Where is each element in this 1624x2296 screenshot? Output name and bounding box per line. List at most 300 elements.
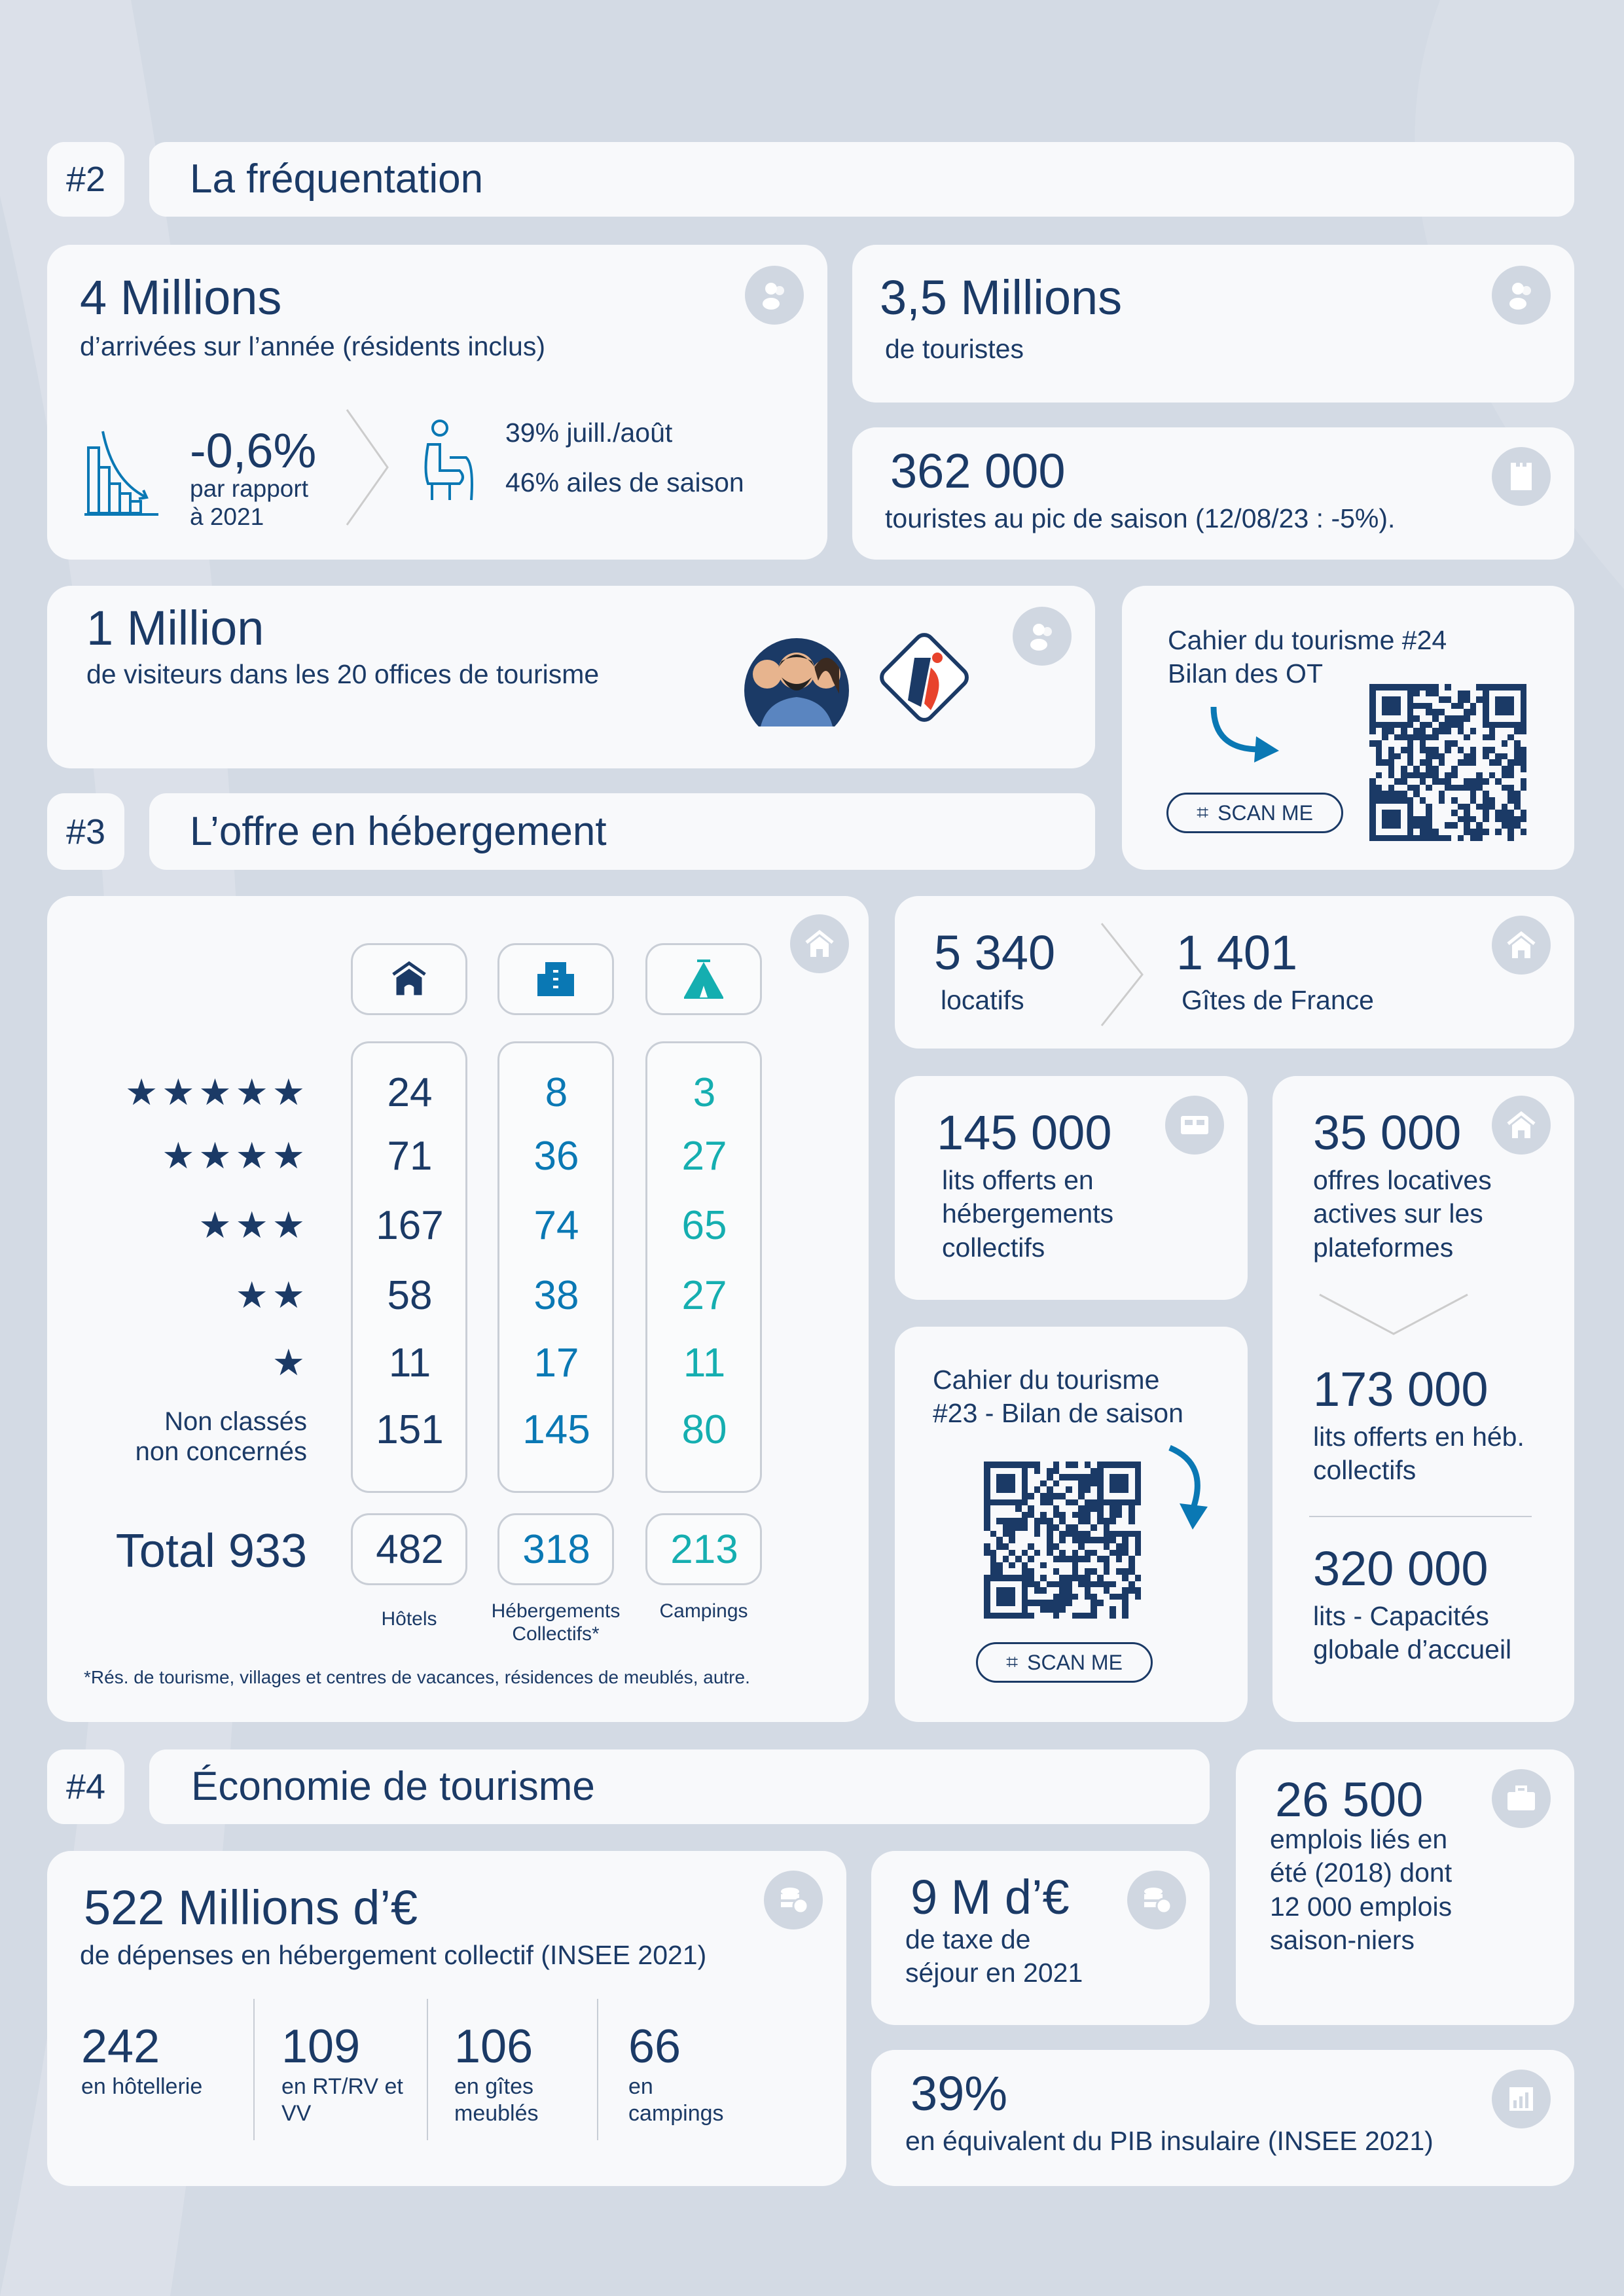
- qr-module: [1413, 753, 1420, 760]
- qr-module: [1135, 1480, 1142, 1487]
- qr-module: [1085, 1480, 1091, 1487]
- qr-module: [1401, 816, 1407, 823]
- qr-module: [1432, 709, 1439, 715]
- qr-module: [1091, 1531, 1097, 1537]
- qr-module: [1015, 1531, 1022, 1537]
- qr-module: [1507, 684, 1514, 691]
- section-title: L’offre en hébergement: [190, 808, 607, 854]
- qr-module: [1407, 822, 1414, 829]
- qr-module: [1502, 703, 1508, 709]
- qr-module: [1420, 696, 1426, 703]
- qr-module: [1495, 684, 1502, 691]
- qr-module: [1097, 1606, 1104, 1613]
- qr-module: [1003, 1606, 1009, 1613]
- qr-module: [1135, 1613, 1142, 1619]
- qr-module: [1451, 696, 1458, 703]
- qr-module: [1445, 835, 1451, 842]
- qr-module: [1495, 703, 1502, 709]
- qr-module: [1483, 804, 1489, 810]
- qr-module: [1432, 759, 1439, 766]
- qr-module: [1066, 1568, 1072, 1575]
- qr-module: [1053, 1537, 1060, 1543]
- qr-module: [1470, 835, 1477, 842]
- spending-item-label: en hôtellerie: [81, 2074, 203, 2099]
- qr-module: [1413, 791, 1420, 797]
- qr-module: [1128, 1531, 1135, 1537]
- qr-module: [1369, 766, 1376, 772]
- qr-module: [1072, 1600, 1079, 1606]
- qr-module: [1388, 791, 1395, 797]
- qr-module: [1009, 1524, 1015, 1531]
- qr-module: [1458, 684, 1464, 691]
- qr-module: [996, 1462, 1003, 1468]
- scan-label: SCAN ME: [1218, 800, 1313, 825]
- qr-module: [1388, 759, 1395, 766]
- qr-module: [1407, 797, 1414, 804]
- qr-module: [1091, 1587, 1097, 1594]
- qr-module: [1097, 1581, 1104, 1588]
- qr-module: [1078, 1468, 1085, 1475]
- qr-module: [990, 1543, 997, 1550]
- qr-module: [1104, 1474, 1110, 1480]
- collectifs-unclassified: 145: [522, 1407, 590, 1452]
- qr-module: [1445, 822, 1451, 829]
- campings-count: 65: [681, 1203, 727, 1248]
- qr-module: [1489, 797, 1496, 804]
- hotels-count: 24: [387, 1070, 433, 1115]
- qr-module: [984, 1613, 990, 1619]
- qr-module: [1420, 791, 1426, 797]
- qr-module: [1495, 791, 1502, 797]
- qr-module: [1028, 1550, 1034, 1556]
- rentals-label: locatifs: [941, 985, 1024, 1015]
- qr-module: [1034, 1531, 1041, 1537]
- collectifs-count: 36: [533, 1134, 579, 1179]
- qr-module: [1507, 747, 1514, 753]
- qr-module: [1091, 1505, 1097, 1512]
- qr-module: [996, 1518, 1003, 1524]
- qr-module: [1420, 778, 1426, 785]
- qr-module: [1110, 1505, 1116, 1512]
- qr-module: [1407, 804, 1414, 810]
- qr-module: [1413, 797, 1420, 804]
- qr-module: [1521, 753, 1527, 760]
- qr-module: [1483, 696, 1489, 703]
- qr-module: [1003, 1480, 1009, 1487]
- qr-module: [1047, 1512, 1053, 1518]
- qr-module: [1047, 1480, 1053, 1487]
- qr-module: [1072, 1505, 1079, 1512]
- qr-module: [1110, 1587, 1116, 1594]
- qr-module: [1439, 740, 1445, 747]
- qr-module: [1369, 772, 1376, 779]
- qr-module: [1413, 722, 1420, 728]
- qr-module: [1110, 1531, 1116, 1537]
- qr-module: [1097, 1543, 1104, 1550]
- qr-module: [1085, 1524, 1091, 1531]
- qr-module: [996, 1575, 1003, 1581]
- qr-module: [1507, 691, 1514, 697]
- qr-module: [1439, 772, 1445, 779]
- qr-module: [1053, 1568, 1060, 1575]
- qr-module: [1476, 722, 1483, 728]
- hotels-unclassified: 151: [376, 1407, 444, 1452]
- qr-module: [984, 1524, 990, 1531]
- qr-module: [1401, 691, 1407, 697]
- qr-module: [1097, 1468, 1104, 1475]
- qr-module: [1464, 766, 1470, 772]
- qr-module: [1407, 747, 1414, 753]
- qr-module: [1514, 696, 1521, 703]
- qr-module: [996, 1505, 1003, 1512]
- qr-module: [1059, 1480, 1066, 1487]
- qr-module: [1066, 1600, 1072, 1606]
- qr-module: [1394, 785, 1401, 791]
- scan-me-button[interactable]: [976, 1642, 1153, 1683]
- qr-module: [1047, 1474, 1053, 1480]
- qr-module: [1502, 785, 1508, 791]
- qr-module: [984, 1480, 990, 1487]
- qr-module: [1394, 797, 1401, 804]
- qr-code-cahier24[interactable]: [1369, 684, 1526, 841]
- qr-module: [1059, 1531, 1066, 1537]
- qr-module: [1394, 691, 1401, 697]
- qr-module: [1413, 747, 1420, 753]
- qr-module: [1040, 1499, 1047, 1506]
- qr-module: [1053, 1505, 1060, 1512]
- qr-module: [1116, 1581, 1123, 1588]
- qr-module: [1116, 1518, 1123, 1524]
- qr-module: [1420, 728, 1426, 734]
- qr-module: [1502, 715, 1508, 722]
- qr-module: [1028, 1468, 1034, 1475]
- qr-module: [1128, 1499, 1135, 1506]
- rentals-card: [895, 896, 1574, 1049]
- qr-module: [1388, 684, 1395, 691]
- qr-module: [1514, 753, 1521, 760]
- qr-module: [1401, 696, 1407, 703]
- qr-module: [1015, 1499, 1022, 1506]
- qr-module: [1483, 715, 1489, 722]
- qr-module: [1053, 1499, 1060, 1506]
- qr-module: [1128, 1613, 1135, 1619]
- qr-module: [1078, 1524, 1085, 1531]
- beds-label: lits offerts en héb. collectifs: [1313, 1422, 1525, 1486]
- qr-module: [1439, 797, 1445, 804]
- qr-module: [1451, 759, 1458, 766]
- qr-module: [1104, 1499, 1110, 1506]
- qr-module: [1015, 1474, 1022, 1480]
- qr-module: [1426, 816, 1432, 823]
- qr-module: [1135, 1594, 1142, 1600]
- qr-module: [1009, 1581, 1015, 1588]
- qr-module: [1514, 804, 1521, 810]
- qr-module: [1464, 810, 1470, 816]
- qr-module: [1104, 1600, 1110, 1606]
- qr-module: [1489, 759, 1496, 766]
- qr-module: [1470, 691, 1477, 697]
- qr-module: [1451, 691, 1458, 697]
- qr-module: [1502, 684, 1508, 691]
- section-title-economie: [149, 1749, 1210, 1824]
- gdp-value: 39%: [911, 2066, 1008, 2121]
- qr-module: [1521, 816, 1527, 823]
- qr-module: [1122, 1486, 1128, 1493]
- qr-module: [1502, 791, 1508, 797]
- scan-icon: ⌗: [1197, 800, 1209, 824]
- qr-module: [1015, 1600, 1022, 1606]
- qr-module: [1053, 1600, 1060, 1606]
- qr-module: [1407, 816, 1414, 823]
- section-number: #4: [65, 1767, 106, 1806]
- qr-module: [1066, 1581, 1072, 1588]
- qr-module: [1376, 791, 1382, 797]
- qr-module: [1009, 1550, 1015, 1556]
- qr-module: [1135, 1518, 1142, 1524]
- qr-module: [1078, 1493, 1085, 1499]
- qr-module: [1514, 691, 1521, 697]
- qr-module: [1394, 766, 1401, 772]
- qr-module: [1003, 1587, 1009, 1594]
- qr-module: [1489, 810, 1496, 816]
- qr-module: [1116, 1537, 1123, 1543]
- scan-me-button[interactable]: [1166, 793, 1343, 833]
- campings-unclassified: 80: [681, 1407, 727, 1452]
- qr-module: [1483, 759, 1489, 766]
- qr-module: [1470, 816, 1477, 823]
- qr-module: [1382, 835, 1388, 842]
- change-label: [190, 475, 340, 531]
- qr-module: [1015, 1537, 1022, 1543]
- qr-module: [1401, 722, 1407, 728]
- qr-module: [1451, 703, 1458, 709]
- qr-module: [1022, 1531, 1028, 1537]
- qr-module: [1432, 816, 1439, 823]
- qr-module: [1091, 1462, 1097, 1468]
- qr-module: [1495, 747, 1502, 753]
- scan-icon: ⌗: [1006, 1650, 1019, 1674]
- qr-module: [1091, 1474, 1097, 1480]
- qr-module: [1426, 810, 1432, 816]
- qr-module: [1003, 1543, 1009, 1550]
- qr-module: [1521, 747, 1527, 753]
- qr-module: [1059, 1505, 1066, 1512]
- qr-module: [1413, 810, 1420, 816]
- qr-module: [1085, 1474, 1091, 1480]
- qr-module: [1091, 1613, 1097, 1619]
- qr-module: [1104, 1581, 1110, 1588]
- qr-module: [1470, 822, 1477, 829]
- qr-module: [1382, 829, 1388, 835]
- qr-module: [1128, 1468, 1135, 1475]
- qr-module: [1507, 797, 1514, 804]
- qr-module: [1507, 753, 1514, 760]
- qr-module: [1015, 1556, 1022, 1562]
- qr-module: [1495, 691, 1502, 697]
- qr-module: [1122, 1531, 1128, 1537]
- qr-module: [1104, 1594, 1110, 1600]
- spending-card: [47, 1851, 846, 2186]
- qr-module: [1426, 709, 1432, 715]
- qr-module: [1407, 791, 1414, 797]
- qr-module: [1483, 740, 1489, 747]
- qr-module: [1078, 1568, 1085, 1575]
- qr-module: [1401, 703, 1407, 709]
- qr-module: [1015, 1505, 1022, 1512]
- qr-module: [1078, 1499, 1085, 1506]
- qr-module: [1458, 822, 1464, 829]
- qr-module: [1426, 766, 1432, 772]
- qr-module: [1432, 766, 1439, 772]
- visitors-card: [47, 586, 1095, 768]
- qr-module: [1085, 1594, 1091, 1600]
- qr-module: [1413, 691, 1420, 697]
- qr-module: [1009, 1499, 1015, 1506]
- qr-module: [1376, 835, 1382, 842]
- qr-module: [1028, 1524, 1034, 1531]
- qr-code-cahier23[interactable]: [984, 1462, 1141, 1619]
- qr-module: [1507, 759, 1514, 766]
- qr-module: [1451, 778, 1458, 785]
- qr-module: [1097, 1550, 1104, 1556]
- star-rating: ★★★★: [162, 1135, 309, 1176]
- qr-module: [1489, 785, 1496, 791]
- qr-module: [1122, 1587, 1128, 1594]
- qr-module: [1116, 1468, 1123, 1475]
- qr-module: [1091, 1493, 1097, 1499]
- qr-module: [1022, 1486, 1028, 1493]
- qr-module: [1445, 766, 1451, 772]
- qr-module: [1104, 1562, 1110, 1569]
- peak-label: touristes au pic de saison (12/08/23 : -5%).: [885, 503, 1396, 533]
- cahier24-title: [1168, 624, 1534, 691]
- qr-module: [1394, 791, 1401, 797]
- qr-module: [1085, 1499, 1091, 1506]
- qr-module: [1028, 1594, 1034, 1600]
- qr-module: [1432, 822, 1439, 829]
- qr-module: [1116, 1550, 1123, 1556]
- qr-module: [1507, 791, 1514, 797]
- qr-module: [1072, 1556, 1079, 1562]
- qr-module: [1104, 1606, 1110, 1613]
- qr-module: [1135, 1512, 1142, 1518]
- qr-module: [1439, 778, 1445, 785]
- footnote: *Rés. de tourisme, villages et centres de vacances, résidences de meublés, autre.: [84, 1667, 750, 1687]
- qr-module: [1413, 684, 1420, 691]
- qr-module: [1110, 1518, 1116, 1524]
- collectifs-count: 8: [545, 1070, 568, 1115]
- section-number: #2: [65, 160, 106, 199]
- qr-module: [1394, 810, 1401, 816]
- qr-module: [1104, 1613, 1110, 1619]
- qr-module: [1053, 1562, 1060, 1569]
- qr-module: [1489, 691, 1496, 697]
- qr-module: [996, 1594, 1003, 1600]
- qr-module: [1066, 1468, 1072, 1475]
- qr-module: [1476, 728, 1483, 734]
- qr-module: [1521, 778, 1527, 785]
- qr-module: [984, 1486, 990, 1493]
- qr-module: [1015, 1606, 1022, 1613]
- qr-module: [1047, 1505, 1053, 1512]
- qr-module: [1426, 822, 1432, 829]
- qr-module: [1426, 740, 1432, 747]
- spending-item-label: en RT/RV et VV: [281, 2074, 403, 2126]
- qr-module: [1476, 703, 1483, 709]
- qr-module: [1053, 1613, 1060, 1619]
- qr-module: [1382, 766, 1388, 772]
- qr-module: [1382, 696, 1388, 703]
- hotels-total: 482: [376, 1527, 444, 1572]
- qr-module: [1521, 772, 1527, 779]
- qr-module: [1085, 1613, 1091, 1619]
- qr-module: [1034, 1562, 1041, 1569]
- qr-module: [1489, 829, 1496, 835]
- qr-module: [996, 1568, 1003, 1575]
- qr-module: [1040, 1512, 1047, 1518]
- qr-module: [1445, 791, 1451, 797]
- qr-module: [1097, 1613, 1104, 1619]
- qr-module: [1078, 1518, 1085, 1524]
- qr-module: [1022, 1606, 1028, 1613]
- qr-module: [1407, 772, 1414, 779]
- qr-module: [1128, 1587, 1135, 1594]
- qr-module: [1514, 759, 1521, 766]
- qr-module: [1078, 1562, 1085, 1569]
- qr-module: [1514, 747, 1521, 753]
- qr-module: [1464, 691, 1470, 697]
- qr-module: [1507, 696, 1514, 703]
- bed-icon: [1165, 1096, 1224, 1155]
- qr-module: [1028, 1606, 1034, 1613]
- qr-module: [1072, 1518, 1079, 1524]
- qr-module: [984, 1512, 990, 1518]
- qr-module: [1053, 1474, 1060, 1480]
- qr-module: [1445, 740, 1451, 747]
- qr-module: [1003, 1556, 1009, 1562]
- qr-module: [1059, 1493, 1066, 1499]
- qr-module: [1426, 753, 1432, 760]
- qr-module: [1407, 715, 1414, 722]
- qr-module: [1091, 1581, 1097, 1588]
- qr-module: [996, 1550, 1003, 1556]
- cahier23-title: [933, 1363, 1234, 1431]
- qr-module: [1401, 766, 1407, 772]
- jobs-value: 26 500: [1275, 1772, 1424, 1827]
- qr-module: [1413, 785, 1420, 791]
- qr-module: [1476, 709, 1483, 715]
- qr-module: [1476, 691, 1483, 697]
- qr-module: [1451, 722, 1458, 728]
- tourists-label: de touristes: [885, 334, 1024, 364]
- qr-module: [1407, 684, 1414, 691]
- qr-module: [1097, 1518, 1104, 1524]
- qr-module: [1009, 1568, 1015, 1575]
- qr-module: [1388, 835, 1395, 842]
- qr-module: [1135, 1524, 1142, 1531]
- qr-module: [1464, 778, 1470, 785]
- qr-module: [1066, 1562, 1072, 1569]
- qr-module: [1135, 1556, 1142, 1562]
- qr-module: [1495, 822, 1502, 829]
- qr-module: [1382, 734, 1388, 741]
- qr-module: [1394, 829, 1401, 835]
- hotels-count: 71: [387, 1134, 433, 1179]
- qr-module: [1514, 772, 1521, 779]
- qr-module: [1514, 816, 1521, 823]
- qr-module: [1369, 722, 1376, 728]
- qr-module: [990, 1524, 997, 1531]
